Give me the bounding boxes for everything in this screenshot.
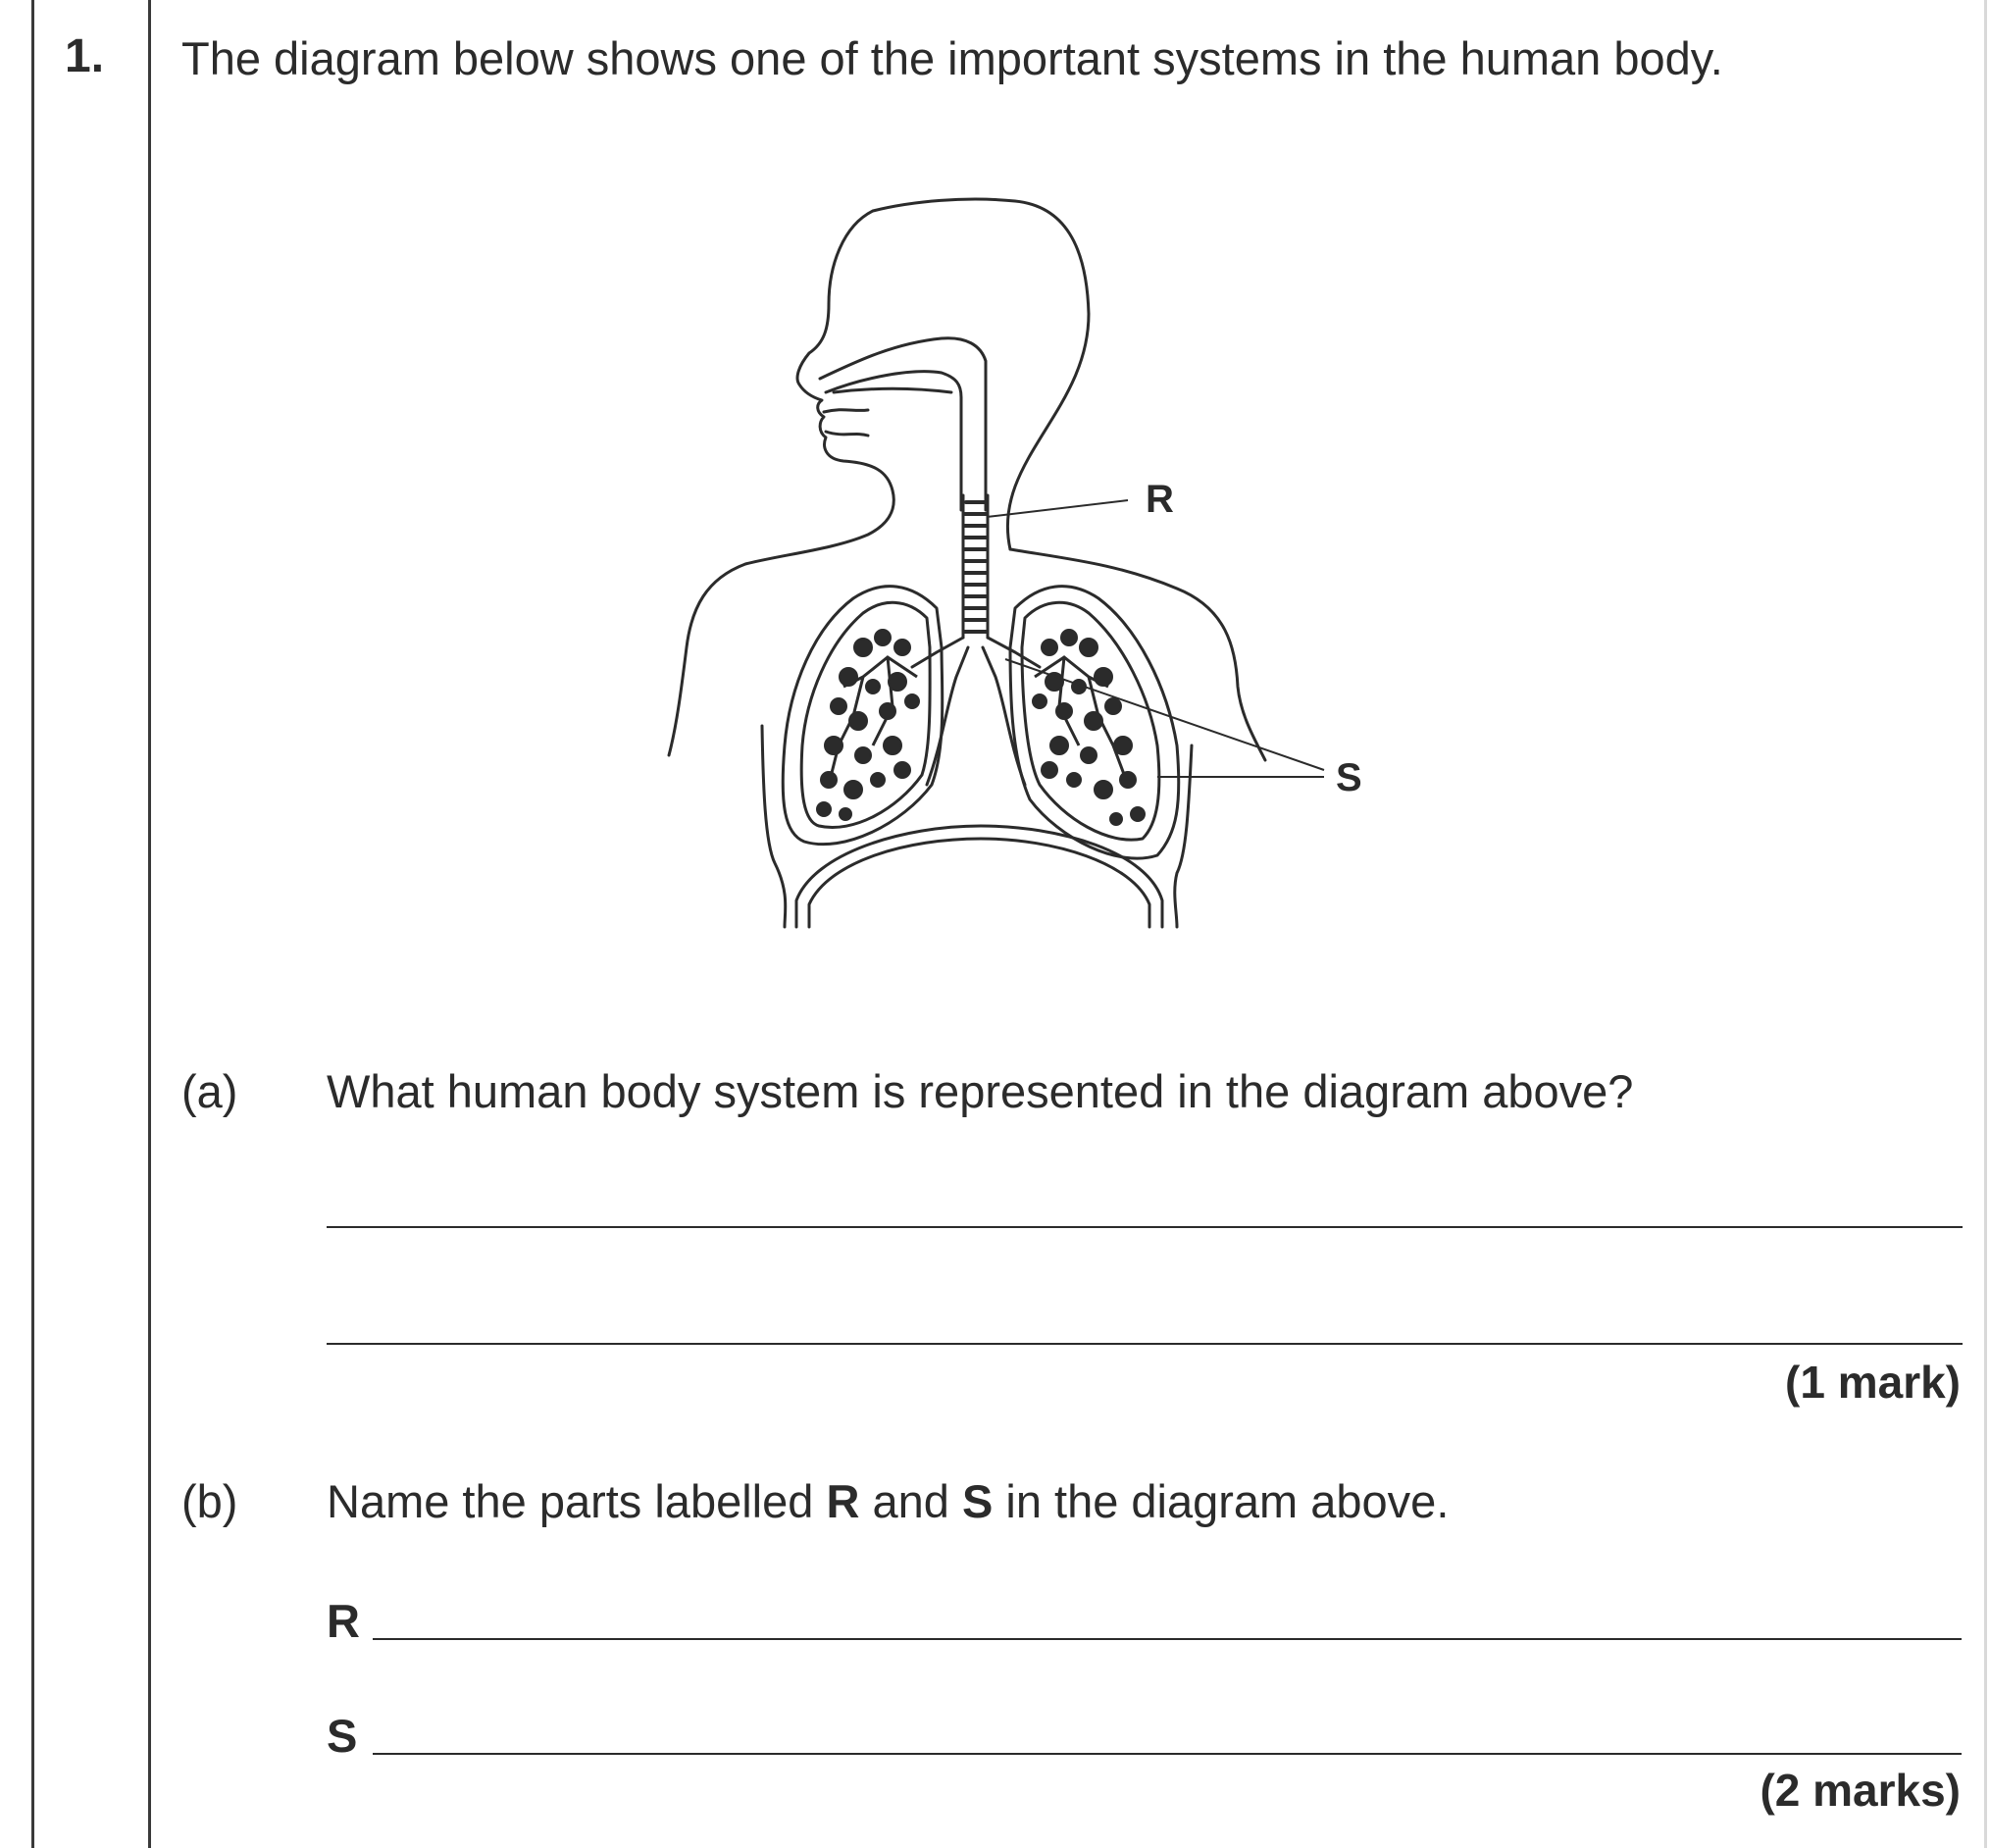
question-intro: The diagram below shows one of the important systems in the human body. (181, 32, 1723, 84)
part-a-answer-line-2[interactable] (327, 1343, 1963, 1345)
part-b-bold-r: R (826, 1475, 860, 1527)
diagram-label-s: S (1336, 756, 1362, 799)
left-lung-bronchioles (817, 630, 919, 820)
part-a-marks: (1 mark) (1785, 1357, 1961, 1408)
question-number: 1. (65, 30, 105, 82)
trachea (964, 502, 987, 632)
part-a-label: (a) (181, 1065, 238, 1117)
right-margin-rule (1984, 0, 1987, 1848)
answer-slot-r-label: R (327, 1595, 360, 1647)
part-b-label: (b) (181, 1475, 238, 1527)
answer-slot-r-line[interactable] (373, 1638, 1962, 1640)
chest-wall (762, 726, 786, 927)
label-s-leader-1 (1005, 659, 1324, 770)
answer-slot-s-line[interactable] (373, 1753, 1962, 1755)
head-outline (669, 199, 1089, 755)
part-b-text-after: in the diagram above. (993, 1475, 1450, 1527)
part-a-answer-line-1[interactable] (327, 1226, 1963, 1228)
part-b-marks: (2 marks) (1760, 1765, 1961, 1816)
respiratory-system-diagram (647, 191, 1393, 937)
number-column-rule (148, 0, 151, 1848)
part-b-text-mid: and (859, 1475, 962, 1527)
part-a-question: What human body system is represented in the diagram above? (327, 1065, 1634, 1117)
answer-slot-s-label: S (327, 1710, 358, 1762)
left-margin-rule (31, 0, 34, 1848)
part-b-bold-s: S (961, 1475, 994, 1527)
part-b-question (327, 1474, 1449, 1528)
diagram-label-r: R (1146, 478, 1174, 521)
part-b-text-before: Name the parts labelled (327, 1475, 827, 1527)
